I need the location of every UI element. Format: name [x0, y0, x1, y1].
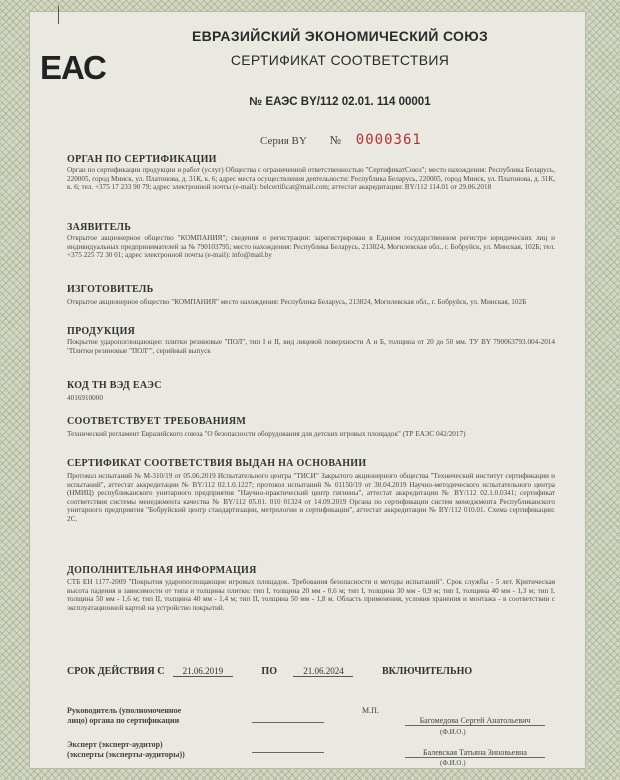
head-role-line1: Руководитель (уполномоченное [67, 706, 182, 715]
expert-signature-line [252, 752, 324, 753]
head-signature-line [252, 722, 324, 723]
section-text-product: Покрытие ударопоглощающее: плитки резиновые "ПОЛ", тип I и II, вид лицевой поверхности А и Б, толщина от 20 до 50 мм. ТУ BY 790063793.004-2014 "Плитки резиновые "ПОЛ"", серийный выпуск [67, 338, 555, 355]
validity-suffix: ВКЛЮЧИТЕЛЬНО [381, 666, 473, 677]
expert-role [67, 740, 185, 760]
series-label: Серия BY [260, 135, 307, 147]
section-title-hs-code: КОД ТН ВЭД ЕАЭС [67, 380, 162, 391]
series-block [260, 132, 422, 148]
section-text-additional-info: СТБ ЕН 1177-2009 "Покрытия ударопоглощающие игровых площадок. Требования безопасности и методы испытаний". Срок службы - 5 лет. Критическая высота падения в зависимости от типа и толщины плитки: тип I, толщина 20 мм - 0,6 м; тип I, толщина 30 мм - 0,9 м; тип I, толщина 40 мм - 1,3 м; тип I, толщина 50 мм - 1,6 м; тип II, толщина 40 мм - 1,4 м; тип II, толщина 50 мм - 1,8 м. Область применения, условия хранения и монтажа - в соответствии с эксплуатационной картой на устройство покрытий. [67, 578, 555, 612]
section-title-applicant: ЗАЯВИТЕЛЬ [67, 222, 132, 233]
expert-name: Балевская Татьяна Зиновьевна [405, 748, 545, 758]
head-fio-caption: (Ф.И.О.) [440, 728, 466, 736]
corner-mark [58, 6, 59, 24]
section-title-additional-info: ДОПОЛНИТЕЛЬНАЯ ИНФОРМАЦИЯ [67, 565, 257, 576]
validity-label: СРОК ДЕЙСТВИЯ С [67, 666, 165, 677]
section-text-certification-body: Орган по сертификации продукции и работ (услуг) Общества с ограниченной ответственностью "СертификатСоюз"; место нахождения: Республика Беларусь, 220005, город Минск, ул. Платонова, д. 31К, к. 6; адрес места осуществления деятельности: Республика Беларусь, 220005, город Минск, ул. Платонова, д. 31К, к. 6; тел. +375 17 233 90 79; адрес электронной почты (e-mail): belcertificat@mail.com; аттестат аккредитации: BY/112 114.01 от 29.06.2018 [67, 166, 555, 192]
validity-from: 21.06.2019 [173, 666, 233, 677]
expert-role-line2: (эксперты (эксперты-аудиторы)) [67, 750, 185, 759]
section-text-basis: Протокол испытаний № М-310/19 от 05.06.2019 Испытательного центра "ТИСИ" Закрытого акционерного общества "Технический институт сертификации и испытаний", аттестат аккредитации № BY/112 02.1.0.1227; протокол испытаний № 01150/19 от 30.04.2019 Научно-методического испытательного центра (НМИЦ) республиканского унитарного предприятия "Научно-практический центр гигиены", аттестат аккредитации № BY/112 02.1.0.0341; сертификат соответствия системы менеджмента качества № BY/112 05.01. 010 01324 от 14.09.2019 Органа по сертификации систем менеджмента Республиканского унитарного предприятия "Бобруйский центр стандартизации, метрологии и сертификации", аттестат аккредитации № BY/112 010.01. Схема сертификации: 2С. [67, 472, 555, 523]
validity-to-label: ПО [261, 666, 277, 677]
section-title-manufacturer: ИЗГОТОВИТЕЛЬ [67, 284, 154, 295]
stamp-label: М.П. [362, 706, 379, 715]
validity-to: 21.06.2024 [293, 666, 353, 677]
registration-number: № ЕАЭС BY/112 02.01. 114 00001 [249, 96, 431, 108]
eac-logo: ЕАС [40, 49, 106, 86]
section-text-requirements: Технический регламент Евразийского союза "О безопасности оборудования для детских игровых площадок" (ТР ЕАЭС 042/2017) [67, 430, 466, 438]
head-name: Багомедова Сергей Анатольевич [405, 716, 545, 726]
expert-fio-caption: (Ф.И.О.) [440, 759, 466, 767]
section-title-certification-body: ОРГАН ПО СЕРТИФИКАЦИИ [67, 154, 217, 165]
section-title-requirements: СООТВЕТСТВУЕТ ТРЕБОВАНИЯМ [67, 416, 247, 427]
series-no-sign: № [329, 133, 342, 147]
section-title-product: ПРОДУКЦИЯ [67, 326, 136, 337]
head-role [67, 706, 181, 726]
validity-row [67, 666, 547, 677]
series-number: 0000361 [355, 132, 422, 148]
union-title: ЕВРАЗИЙСКИЙ ЭКОНОМИЧЕСКИЙ СОЮЗ [191, 28, 489, 44]
section-text-manufacturer: Открытое акционерное общество "КОМПАНИЯ" место нахождения: Республика Беларусь, 213824, Могилевская обл., г. Бобруйск, ул. Минская, 102Б [67, 298, 527, 306]
section-text-hs-code: 4016910000 [67, 394, 103, 402]
section-title-basis: СЕРТИФИКАТ СООТВЕТСТВИЯ ВЫДАН НА ОСНОВАНИИ [67, 458, 367, 469]
expert-role-line1: Эксперт (эксперт-аудитор) [67, 740, 163, 749]
document-title: СЕРТИФИКАТ СООТВЕТСТВИЯ [230, 52, 450, 68]
head-role-line2: лицо) органа по сертификации [67, 716, 180, 725]
section-text-applicant: Открытое акционерное общество "КОМПАНИЯ"; сведения о регистрации: зарегистрирован в Едином государственном регистре юридических лиц и индивидуальных предпринимателей за № 790103795; место нахождения: Республика Беларусь, 213824, Могилевская обл., г. Бобруйск, ул. Минская, 102Б; тел. +375 225 72 30 01; адрес электронной почты (e-mail): info@mail.by [67, 234, 555, 260]
